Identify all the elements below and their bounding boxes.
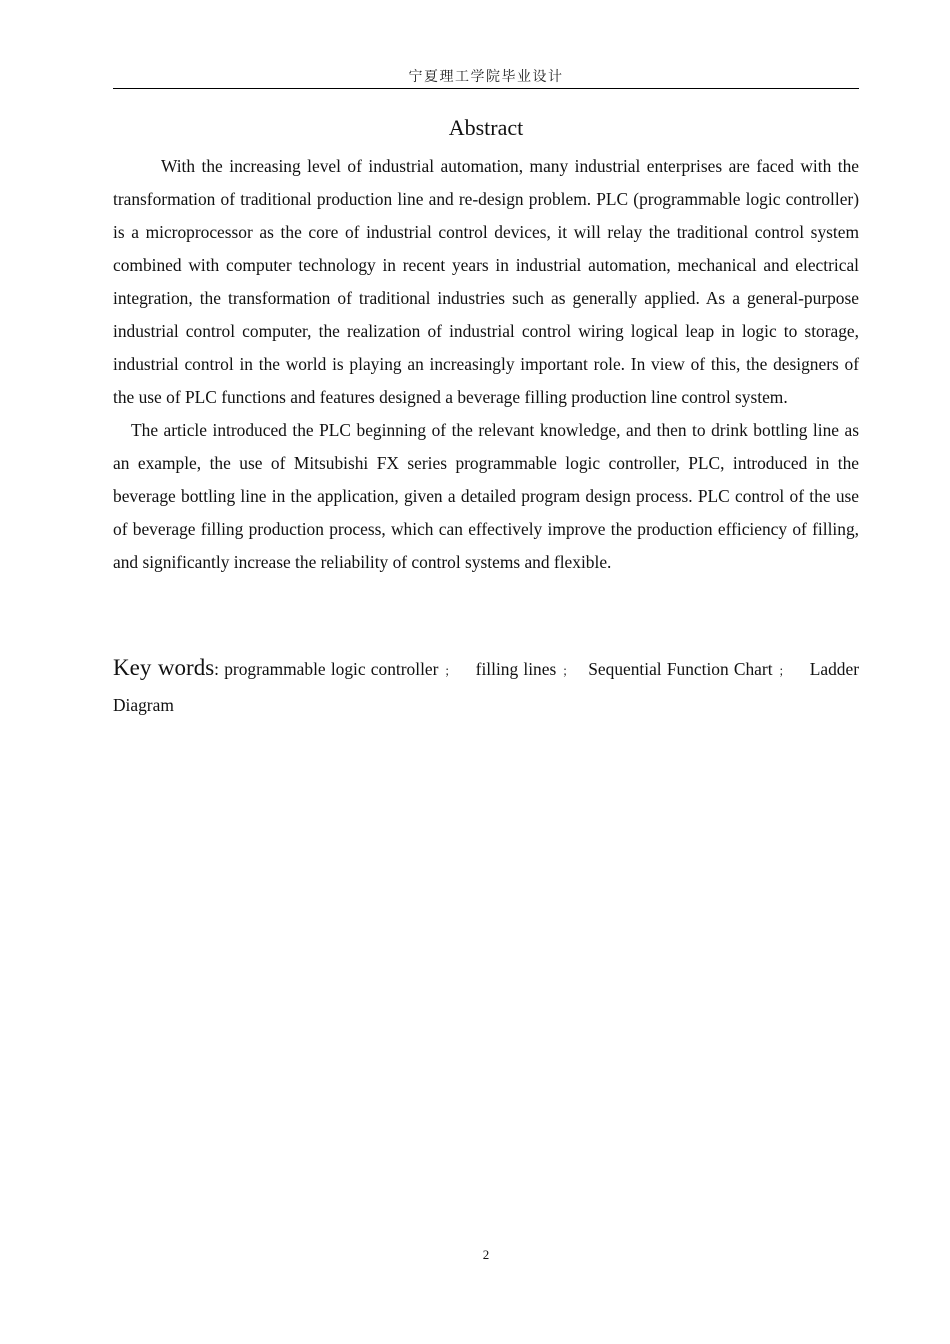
page-number: 2 xyxy=(482,1247,490,1262)
keywords-label: Key words xyxy=(113,655,215,680)
keyword-separator: ； xyxy=(778,664,791,678)
keywords-colon: : xyxy=(214,659,219,679)
abstract-paragraph-2: The article introduced the PLC beginning of the relevant knowledge, and then to drink bottling line as an example, the use of Mitsubishi FX series programmable logic controller, PLC, introduced in the beverage bottling line in the application, given a detailed program design process. PLC control of the use of beverage filling production process, which can effectively improve the production efficiency of filling, and significantly increase the reliability of control systems and flexible. xyxy=(113,420,859,572)
keyword-item: Sequential Function Chart xyxy=(588,659,773,679)
keyword-item: filling lines xyxy=(475,659,557,679)
abstract-title: Abstract xyxy=(448,115,524,140)
running-header: 宁夏理工学院毕业设计 xyxy=(408,69,564,85)
keyword-separator: ； xyxy=(562,664,575,678)
abstract-paragraph-1: With the increasing level of industrial automation, many industrial enterprises are faced with the transformation of traditional production line and re-design problem. PLC (programmable logic controller) is a microprocessor as the core of industrial control devices, it will relay the traditional control system combined with computer technology in recent years in industrial automation, mechanical and electrical integration, the transformation of traditional industries such as generally applied. As a general-purpose industrial control computer, the realization of industrial control wiring logical leap in logic to storage, industrial control in the world is playing an increasingly important role. In view of this, the designers of the use of PLC functions and features designed a beverage filling production line control system. xyxy=(113,156,859,407)
abstract-body xyxy=(113,150,859,579)
keyword-item: programmable logic controller xyxy=(224,659,439,679)
keywords-line xyxy=(113,651,859,722)
keyword-item: Ladder Diagram xyxy=(113,659,860,715)
header-rule xyxy=(113,88,859,89)
keyword-separator: ； xyxy=(444,664,457,678)
